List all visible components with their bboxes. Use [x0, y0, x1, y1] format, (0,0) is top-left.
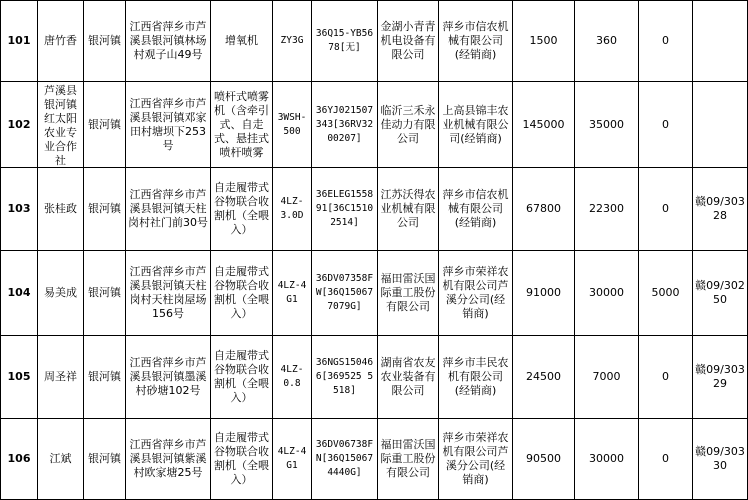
subsidy-amount-text: 22300 — [589, 202, 624, 215]
town-name — [84, 251, 126, 336]
machine-type-text: 喷杆式喷雾机（含牵引式、自走式、悬挂式喷杆喷雾 — [214, 89, 269, 159]
plate-number — [693, 251, 748, 336]
machine-type-text: 增氧机 — [225, 34, 258, 47]
town-name-text: 银河镇 — [88, 117, 121, 131]
manufacturer — [378, 419, 439, 500]
table-row — [1, 168, 748, 251]
subsidy-amount — [575, 251, 639, 336]
sale-price — [513, 168, 575, 251]
manufacturer-text: 福田雷沃国际重工股份有限公司 — [380, 272, 436, 313]
manufacturer-text: 福田雷沃国际重工股份有限公司 — [380, 438, 436, 479]
applicant-address-text: 江西省萍乡市芦溪县银河镇天柱岗村天柱岗屋场156号 — [129, 265, 207, 320]
extra-subsidy-text: 0 — [662, 452, 669, 465]
sale-price — [513, 336, 575, 419]
machine-type-text: 自走履带式谷物联合收割机（全喂入） — [214, 181, 269, 236]
machine-model-text: 4LZ-4G1 — [277, 280, 307, 305]
manufacturer-text: 金湖小青青机电设备有限公司 — [380, 20, 436, 61]
applicant-address-text: 江西省萍乡市芦溪县银河镇墨溪村砂塘102号 — [129, 356, 207, 397]
factory-serial-text: 36DV06738FN[36Q150674440G] — [315, 439, 374, 478]
applicant-name-text: 张桂政 — [44, 202, 77, 215]
town-name — [84, 336, 126, 419]
applicant-name — [38, 82, 84, 168]
row-number-text: 104 — [7, 286, 31, 299]
applicant-address — [126, 1, 211, 82]
sale-price-text: 91000 — [526, 286, 561, 299]
sale-price — [513, 82, 575, 168]
sale-price — [513, 251, 575, 336]
machine-model-text: ZY3G — [280, 35, 304, 46]
machine-type-text: 自走履带式谷物联合收割机（全喂入） — [214, 431, 269, 486]
factory-serial-text: 36ELEG155891[36C15102514] — [315, 189, 374, 228]
applicant-name — [38, 1, 84, 82]
plate-number-text: 赣09/30250 — [695, 279, 745, 306]
dealer — [439, 336, 513, 419]
extra-subsidy-text: 0 — [662, 117, 669, 131]
row-number — [1, 419, 38, 500]
row-number — [1, 168, 38, 251]
applicant-address — [126, 419, 211, 500]
row-number — [1, 336, 38, 419]
town-name-text: 银河镇 — [88, 370, 121, 383]
subsidy-amount-text: 7000 — [592, 370, 621, 383]
dealer — [439, 1, 513, 82]
sale-price-text: 145000 — [522, 117, 565, 131]
dealer-text: 萍乡市信农机械有限公司(经销商) — [442, 20, 509, 61]
table-row — [1, 251, 748, 336]
applicant-name-text: 江斌 — [49, 452, 72, 465]
extra-subsidy-text: 0 — [662, 34, 669, 47]
machine-model-text: 4LZ-0.8 — [280, 364, 304, 389]
subsidy-amount-text: 30000 — [589, 286, 624, 299]
machine-type — [211, 1, 273, 82]
town-name-text: 银河镇 — [88, 34, 121, 47]
applicant-name-text: 唐竹香 — [44, 34, 77, 47]
sale-price-text: 90500 — [526, 452, 561, 465]
town-name — [84, 82, 126, 168]
extra-subsidy-text: 5000 — [651, 286, 680, 299]
manufacturer — [378, 168, 439, 251]
sale-price — [513, 419, 575, 500]
town-name — [84, 168, 126, 251]
row-number-text: 101 — [7, 34, 31, 47]
manufacturer — [378, 251, 439, 336]
applicant-name — [38, 251, 84, 336]
table-row — [1, 419, 748, 500]
subsidy-amount — [575, 168, 639, 251]
row-number-text: 106 — [7, 452, 31, 465]
factory-serial-text: 36YJ021507343[36RV3200207] — [315, 104, 374, 144]
sale-price-text: 1500 — [529, 34, 558, 47]
factory-serial-text: 36NGS150466[369525 5518] — [315, 357, 374, 396]
factory-serial — [312, 336, 378, 419]
subsidy-amount — [575, 82, 639, 168]
extra-subsidy — [639, 336, 693, 419]
machine-model — [273, 251, 312, 336]
plate-number-text: 赣09/30329 — [695, 363, 745, 390]
machine-model — [273, 336, 312, 419]
table-row — [1, 82, 748, 168]
dealer-text: 上高县锦丰农业机械有限公司(经销商) — [442, 103, 509, 145]
extra-subsidy — [639, 251, 693, 336]
extra-subsidy-text: 0 — [662, 202, 669, 215]
plate-number — [693, 82, 748, 168]
plate-number — [693, 1, 748, 82]
dealer — [439, 82, 513, 168]
plate-number — [693, 168, 748, 251]
applicant-address-text: 江西省萍乡市芦溪县银河镇林场村观子山49号 — [129, 20, 207, 61]
extra-subsidy — [639, 168, 693, 251]
sale-price-text: 67800 — [526, 202, 561, 215]
extra-subsidy-text: 0 — [662, 370, 669, 383]
applicant-name — [38, 419, 84, 500]
machine-model-text: 4LZ-3.0D — [280, 196, 304, 221]
applicant-name-text: 芦溪县银河镇红太阳农业专业合作社 — [44, 83, 77, 166]
subsidy-amount — [575, 419, 639, 500]
manufacturer — [378, 336, 439, 419]
machine-model — [273, 1, 312, 82]
machine-type-text: 自走履带式谷物联合收割机（全喂入） — [214, 265, 269, 320]
machine-type — [211, 336, 273, 419]
machine-type-text: 自走履带式谷物联合收割机（全喂入） — [214, 349, 269, 404]
plate-number — [693, 336, 748, 419]
row-number — [1, 251, 38, 336]
dealer-text: 萍乡市荣祥农机有限公司芦溪分公司(经销商) — [442, 265, 509, 320]
dealer — [439, 419, 513, 500]
table-row — [1, 1, 748, 82]
machine-model — [273, 82, 312, 168]
town-name — [84, 1, 126, 82]
table-row — [1, 336, 748, 419]
manufacturer — [378, 1, 439, 82]
machine-type — [211, 251, 273, 336]
machine-model-text: 3WSH-500 — [277, 111, 307, 137]
extra-subsidy — [639, 419, 693, 500]
machine-model — [273, 419, 312, 500]
row-number-text: 102 — [7, 117, 31, 131]
applicant-address — [126, 336, 211, 419]
applicant-name-text: 易美成 — [44, 286, 77, 299]
dealer-text: 萍乡市信农机械有限公司(经销商) — [442, 188, 509, 229]
manufacturer-text: 临沂三禾永佳动力有限公司 — [380, 103, 436, 145]
manufacturer-text: 湖南省农友农业装备有限公司 — [380, 356, 436, 397]
machine-model — [273, 168, 312, 251]
town-name-text: 银河镇 — [88, 202, 121, 215]
sale-price-text: 24500 — [526, 370, 561, 383]
town-name — [84, 419, 126, 500]
applicant-address — [126, 82, 211, 168]
applicant-address — [126, 251, 211, 336]
machine-type — [211, 419, 273, 500]
dealer — [439, 168, 513, 251]
applicant-address-text: 江西省萍乡市芦溪县银河镇天柱岗村社门前30号 — [128, 188, 208, 229]
subsidy-amount — [575, 1, 639, 82]
row-number-text: 103 — [7, 202, 31, 215]
applicant-address-text: 江西省萍乡市芦溪县银河镇紫溪村欧家塘25号 — [129, 438, 207, 479]
factory-serial — [312, 1, 378, 82]
subsidy-amount-text: 35000 — [589, 117, 624, 131]
machine-type — [211, 82, 273, 168]
applicant-name — [38, 168, 84, 251]
machine-type — [211, 168, 273, 251]
applicant-name — [38, 336, 84, 419]
factory-serial — [312, 168, 378, 251]
applicant-address — [126, 168, 211, 251]
dealer — [439, 251, 513, 336]
factory-serial — [312, 251, 378, 336]
manufacturer — [378, 82, 439, 168]
manufacturer-text: 江苏沃得农业机械有限公司 — [380, 188, 436, 229]
applicant-name-text: 周圣祥 — [44, 370, 77, 383]
extra-subsidy — [639, 82, 693, 168]
town-name-text: 银河镇 — [88, 452, 121, 465]
factory-serial-text: 36DV07358FW[36Q150677079G] — [315, 273, 374, 312]
town-name-text: 银河镇 — [88, 286, 121, 299]
extra-subsidy — [639, 1, 693, 82]
factory-serial — [312, 419, 378, 500]
subsidy-amount — [575, 336, 639, 419]
subsidy-amount-text: 360 — [596, 34, 617, 47]
sale-price — [513, 1, 575, 82]
plate-number-text: 赣09/30328 — [695, 195, 745, 222]
factory-serial-text: 36Q15-YB5678[无] — [315, 28, 374, 53]
plate-number-text: 赣09/30330 — [695, 445, 745, 472]
row-number — [1, 1, 38, 82]
dealer-text: 萍乡市丰民农机有限公司(经销商) — [442, 356, 509, 397]
subsidy-amount-text: 30000 — [589, 452, 624, 465]
factory-serial — [312, 82, 378, 168]
row-number — [1, 82, 38, 168]
dealer-text: 萍乡市荣祥农机有限公司芦溪分公司(经销商) — [442, 431, 509, 486]
applicant-address-text: 江西省萍乡市芦溪县银河镇邓家田村塘坝下253号 — [129, 96, 207, 152]
machine-model-text: 4LZ-4G1 — [277, 446, 307, 471]
plate-number — [693, 419, 748, 500]
row-number-text: 105 — [7, 370, 31, 383]
